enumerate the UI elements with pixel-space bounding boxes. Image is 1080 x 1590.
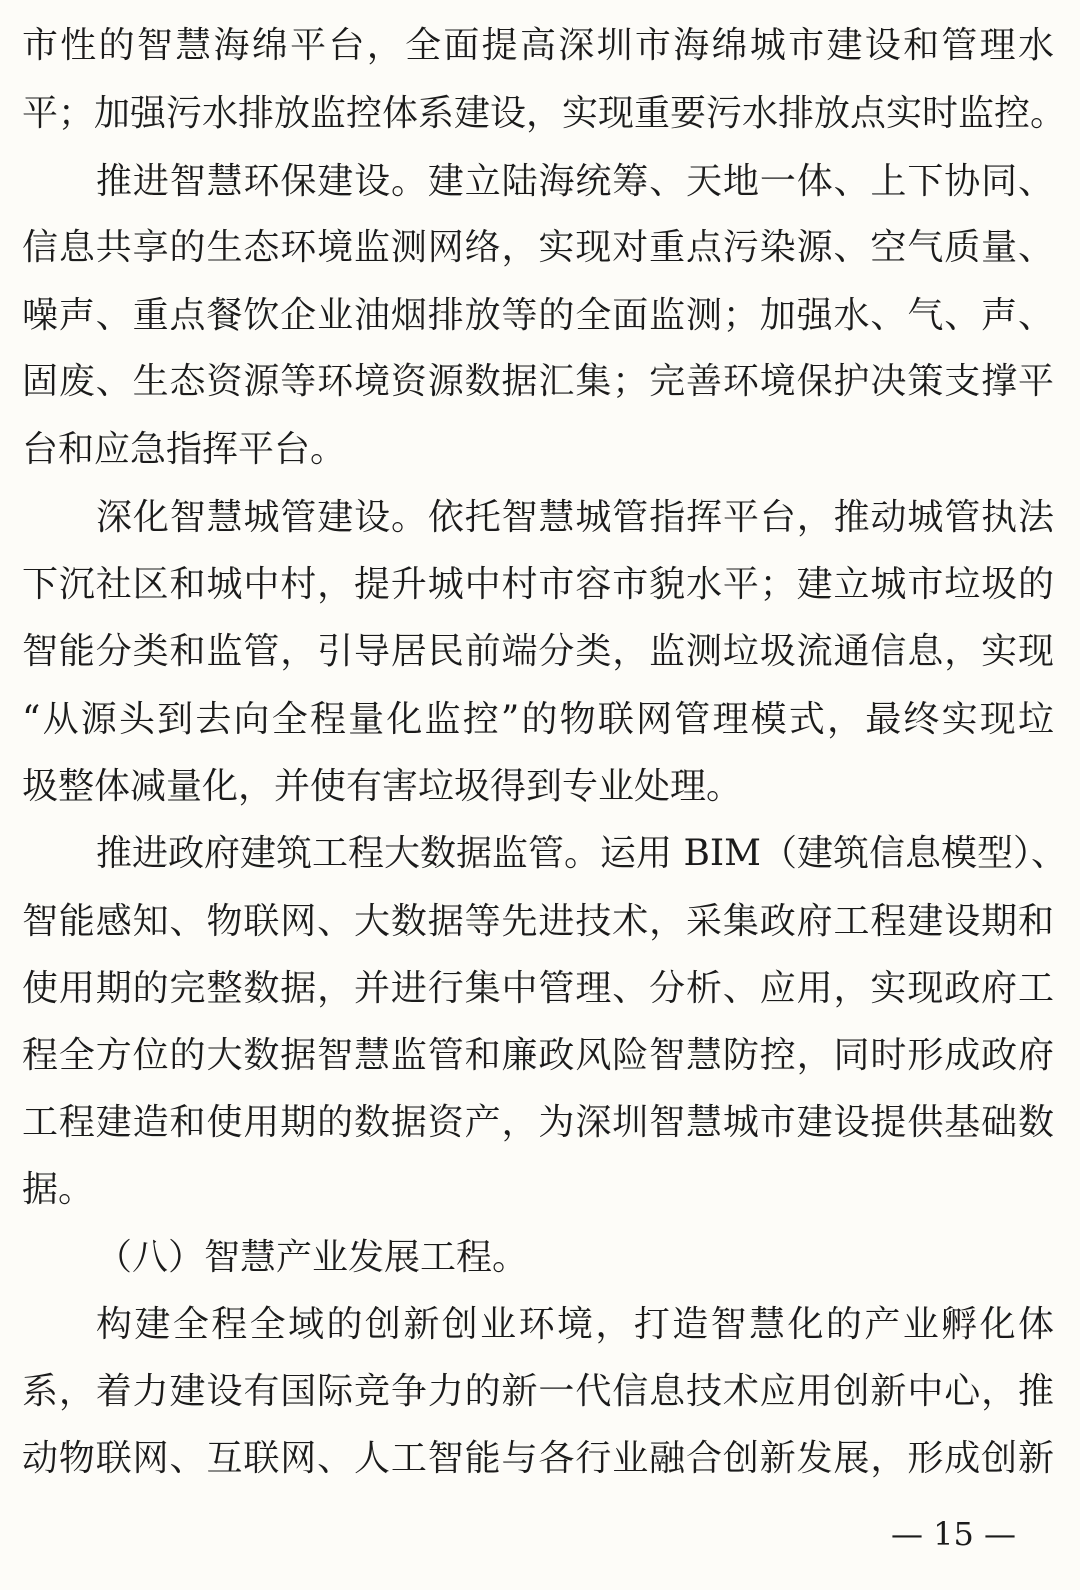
text-line: 智能分类和监管，引导居民前端分类，监测垃圾流通信息，实现: [22, 631, 1054, 672]
paragraph-start-line: 推进政府建筑工程大数据监管。运用 BIM（建筑信息模型）、: [96, 833, 1067, 874]
text-line: “从源头到去向全程量化监控”的物联网管理模式，最终实现垃: [22, 699, 1054, 740]
paragraph-start-line: 构建全程全域的创新创业环境，打造智慧化的产业孵化体: [96, 1304, 1054, 1345]
page-number: — 15 —: [890, 1515, 1016, 1553]
section-heading: （八）智慧产业发展工程。: [96, 1237, 529, 1278]
paragraph-start-line: 推进智慧环保建设。建立陆海统筹、天地一体、上下协同、: [96, 161, 1054, 202]
text-line: 平；加强污水排放监控体系建设，实现重要污水排放点实时监控。: [22, 93, 1067, 134]
text-line: 程全方位的大数据智慧监管和廉政风险智慧防控，同时形成政府: [22, 1035, 1054, 1076]
text-line: 信息共享的生态环境监测网络，实现对重点污染源、空气质量、: [22, 227, 1054, 268]
text-line: 智能感知、物联网、大数据等先进技术，采集政府工程建设期和: [22, 901, 1054, 942]
text-line: 据。: [22, 1169, 95, 1210]
text-line: 固废、生态资源等环境资源数据汇集；完善环境保护决策支撑平: [22, 361, 1054, 402]
text-line: 圾整体减量化，并使有害垃圾得到专业处理。: [22, 766, 743, 807]
text-line: 台和应急指挥平台。: [22, 429, 347, 470]
paragraph-start-line: 深化智慧城管建设。依托智慧城管指挥平台，推动城管执法: [96, 497, 1054, 538]
text-line: 市性的智慧海绵平台，全面提高深圳市海绵城市建设和管理水: [22, 25, 1054, 66]
text-line: 工程建造和使用期的数据资产，为深圳智慧城市建设提供基础数: [22, 1102, 1054, 1143]
text-line: 噪声、重点餐饮企业油烟排放等的全面监测；加强水、气、声、: [22, 295, 1054, 336]
text-line: 动物联网、互联网、人工智能与各行业融合创新发展，形成创新: [22, 1438, 1054, 1479]
text-line: 系，着力建设有国际竞争力的新一代信息技术应用创新中心，推: [22, 1371, 1054, 1412]
text-line: 使用期的完整数据，并进行集中管理、分析、应用，实现政府工: [22, 968, 1054, 1009]
text-line: 下沉社区和城中村，提升城中村市容市貌水平；建立城市垃圾的: [22, 564, 1054, 605]
